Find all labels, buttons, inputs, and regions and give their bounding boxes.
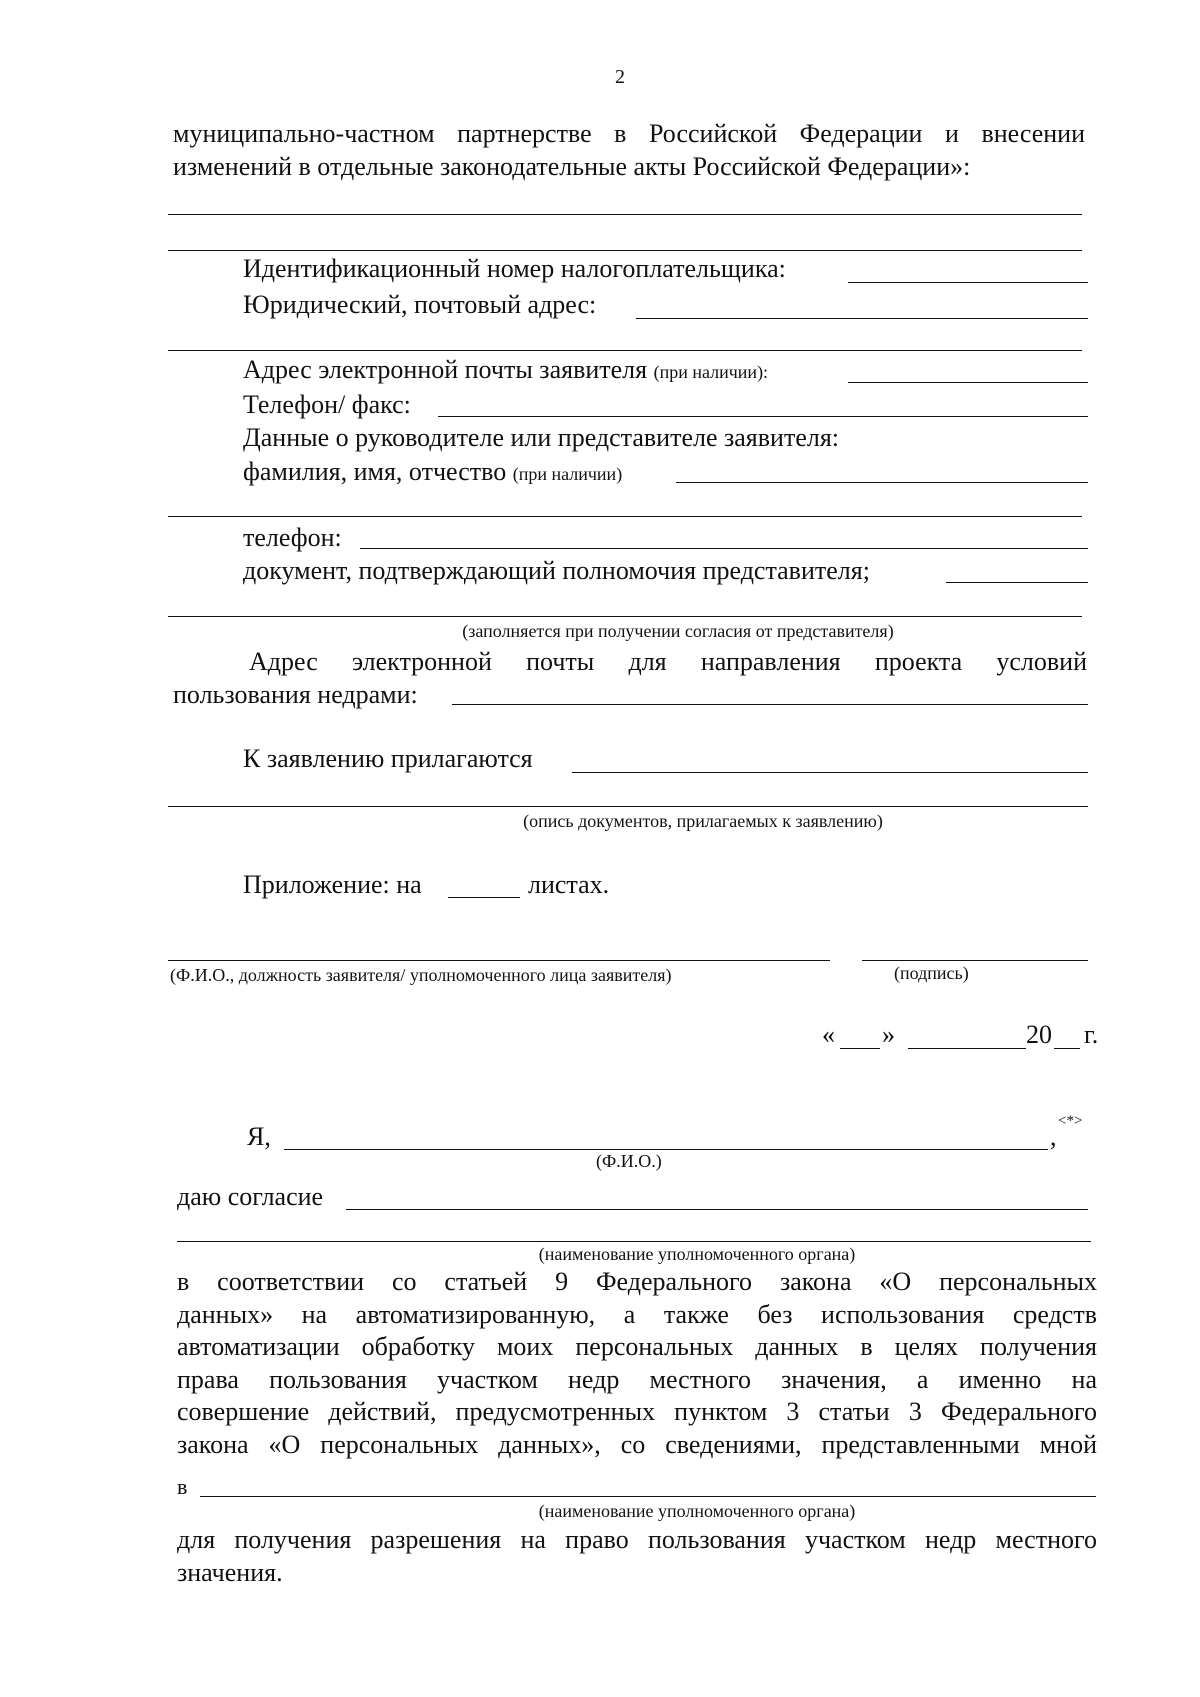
blank-line[interactable] xyxy=(168,214,1082,215)
final-paragraph xyxy=(177,1524,1097,1589)
project-email-line-2: пользования недрами: xyxy=(173,679,418,709)
head-data-label: Данные о руководителе или представителе заявителя: xyxy=(243,423,840,452)
consent-organ-field-2[interactable] xyxy=(200,1496,1096,1497)
email-field[interactable] xyxy=(848,382,1088,383)
representative-caption: (заполняется при получении согласия от представителя) xyxy=(462,621,894,641)
appendix-sheets-field[interactable] xyxy=(448,897,520,898)
year-prefix: 20 xyxy=(1026,1020,1052,1049)
intro-paragraph xyxy=(173,118,1085,183)
phone-field[interactable] xyxy=(360,548,1088,549)
consent-fio-caption: (Ф.И.О.) xyxy=(596,1151,662,1171)
project-email-block xyxy=(173,646,1087,711)
phone-fax-label: Телефон/ факс: xyxy=(243,390,411,419)
consent-body-line: совершение действий, предусмотренных пунктом 3 статьи 3 Федерального xyxy=(177,1397,1097,1426)
blank-line[interactable] xyxy=(168,250,1082,251)
consent-organ-field[interactable] xyxy=(346,1209,1088,1210)
consent-body-line: автоматизации обработку моих персональных данных в целях получения xyxy=(177,1332,1097,1361)
phone-fax-field[interactable] xyxy=(438,416,1088,417)
project-email-line-1: Адрес электронной почты для направления проекта условий xyxy=(249,647,1087,676)
consent-fio-field[interactable] xyxy=(284,1149,1048,1150)
consent-body xyxy=(177,1266,1097,1461)
consent-i-label: Я, xyxy=(247,1122,271,1151)
consent-organ-caption: (наименование уполномоченного органа) xyxy=(538,1244,856,1264)
final-line-2: значения. xyxy=(177,1557,283,1587)
footnote-mark: <*> xyxy=(1058,1113,1083,1129)
signature-caption: (подпись) xyxy=(894,963,969,983)
attachments-label: К заявлению прилагаются xyxy=(243,744,533,773)
in-label: в xyxy=(177,1474,188,1499)
date-quote-open: « xyxy=(822,1020,835,1049)
consent-organ-caption-2: (наименование уполномоченного органа) xyxy=(538,1501,856,1521)
consent-organ-field-continued[interactable] xyxy=(177,1241,1091,1242)
fio-label: фамилия, имя, отчество (при наличии) xyxy=(243,457,623,486)
date-month-field[interactable] xyxy=(908,1048,1026,1049)
consent-comma: , xyxy=(1050,1122,1057,1151)
date-quote-close: » xyxy=(882,1020,895,1049)
authority-doc-field-continued[interactable] xyxy=(168,616,1082,617)
authority-doc-label: документ, подтверждающий полномочия представителя; xyxy=(243,556,870,585)
year-suffix: г. xyxy=(1084,1020,1099,1049)
project-email-field[interactable] xyxy=(452,704,1088,705)
consent-body-line: права пользования участком недр местного значения, а именно на xyxy=(177,1364,1097,1394)
consent-body-line: в соответствии со статьей 9 Федерального закона «О персональных xyxy=(177,1267,1097,1296)
fio-note: (при наличии) xyxy=(512,464,623,484)
phone-label: телефон: xyxy=(243,523,342,552)
address-field-continued[interactable] xyxy=(168,350,1082,351)
page-number: 2 xyxy=(615,66,625,88)
intro-line-2: изменений в отдельные законодательные акты Российской Федерации»: xyxy=(173,151,971,181)
attachments-field[interactable] xyxy=(572,772,1088,773)
consent-body-line: данных» на автоматизированную, а также без использования средств xyxy=(177,1299,1097,1329)
date-year-field[interactable] xyxy=(1054,1048,1080,1049)
attachments-field-continued[interactable] xyxy=(168,806,1088,807)
email-note: (при наличии): xyxy=(653,362,769,382)
authority-doc-field[interactable] xyxy=(946,582,1088,583)
date-day-field[interactable] xyxy=(840,1048,880,1049)
fio-field[interactable] xyxy=(676,482,1088,483)
consent-body-line: закона «О персональных данных», со сведениями, представленными мной xyxy=(177,1429,1097,1459)
inn-label: Идентификационный номер налогоплательщика: xyxy=(243,254,786,283)
signer-fio-field[interactable] xyxy=(168,960,830,961)
signature-field[interactable] xyxy=(862,960,1088,961)
inn-field[interactable] xyxy=(848,282,1088,283)
attachments-caption: (опись документов, прилагаемых к заявлению) xyxy=(523,811,883,831)
signer-fio-caption: (Ф.И.О., должность заявителя/ уполномоченного лица заявителя) xyxy=(170,965,672,985)
fio-field-continued[interactable] xyxy=(168,516,1082,517)
appendix-suffix: листах. xyxy=(528,870,610,899)
email-label: Адрес электронной почты заявителя (при наличии): xyxy=(243,355,769,384)
appendix-prefix: Приложение: на xyxy=(243,870,422,899)
intro-line-1: муниципально-частном партнерстве в Российской Федерации и внесении xyxy=(173,119,1085,148)
give-consent-label: даю согласие xyxy=(177,1182,324,1211)
address-label: Юридический, почтовый адрес: xyxy=(243,290,597,319)
address-field[interactable] xyxy=(636,318,1088,319)
final-line-1: для получения разрешения на право пользования участком недр местного xyxy=(177,1525,1097,1554)
